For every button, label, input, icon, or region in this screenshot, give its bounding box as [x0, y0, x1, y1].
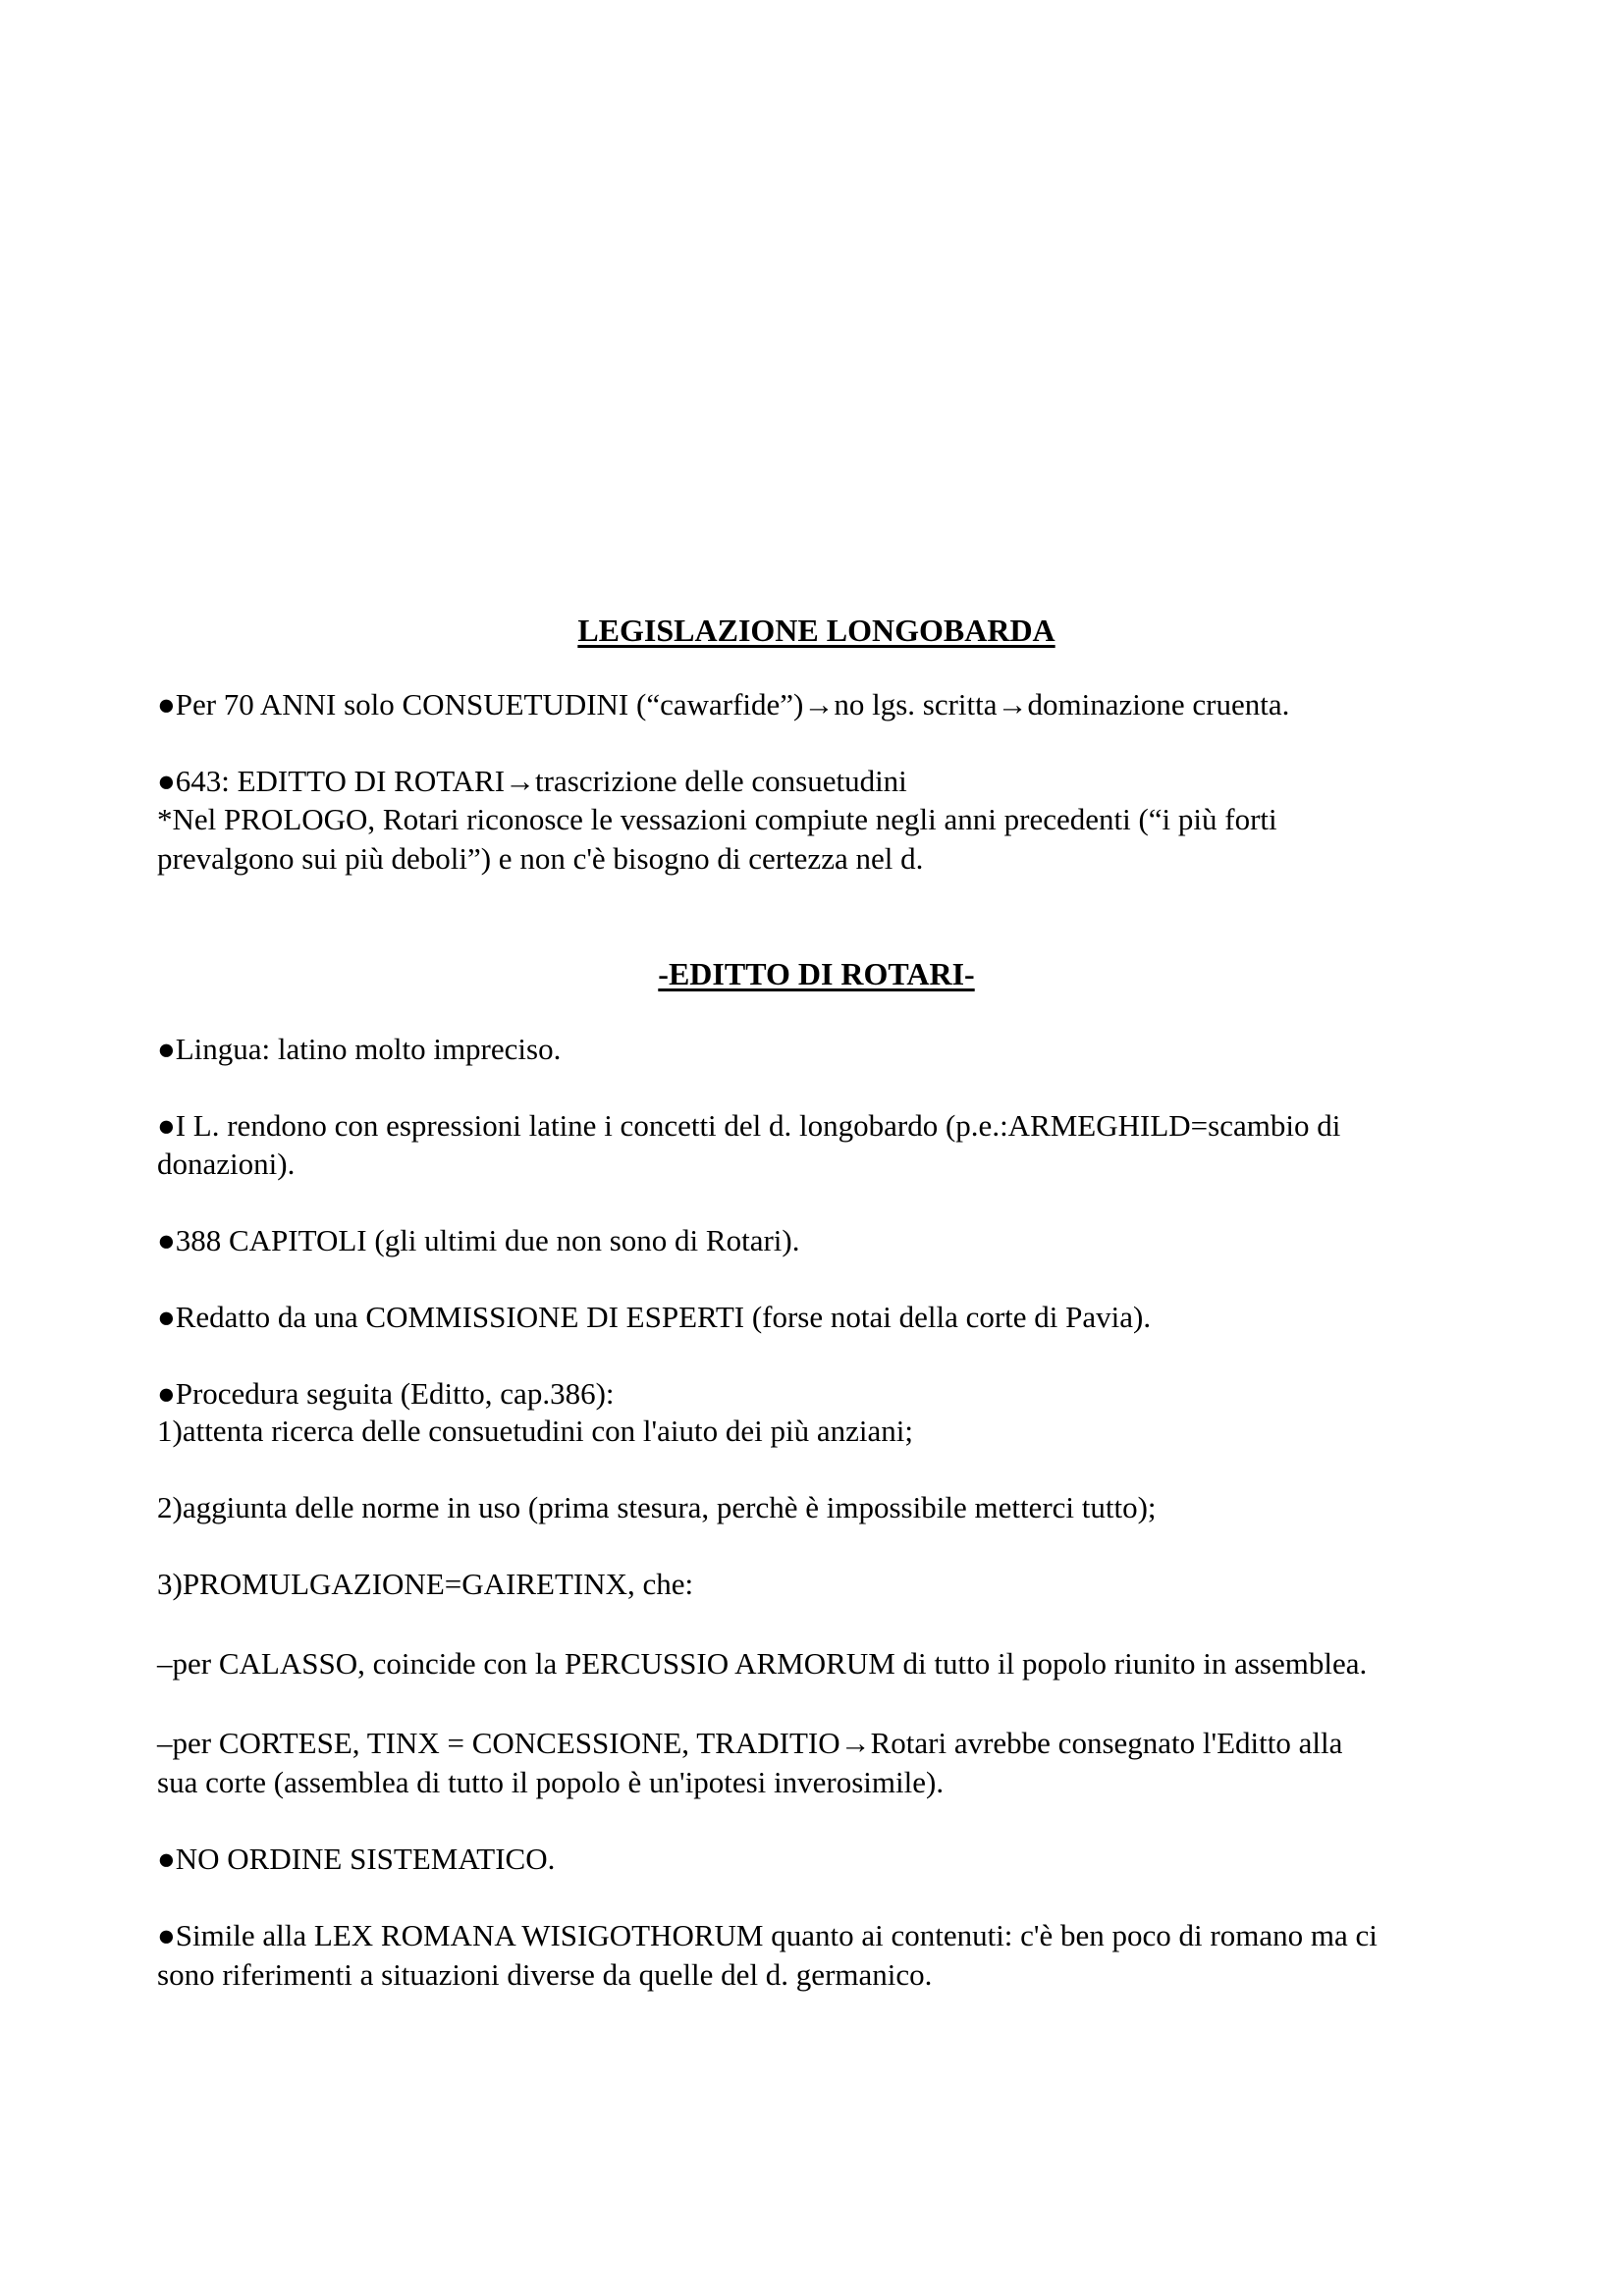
body-line-ordine: ●NO ORDINE SISTEMATICO. [157, 1842, 556, 1876]
intro-line-editto: ●643: EDITTO DI ROTARI→trascrizione delle consuetudini [157, 764, 907, 798]
intro-line-prologo: *Nel PROLOGO, Rotari riconosce le vessazioni compiute negli anni precedenti (“i più forti [157, 802, 1277, 836]
body-line-calasso: –per CALASSO, coincide con la PERCUSSIO ARMORUM di tutto il popolo riunito in assemblea. [157, 1646, 1368, 1681]
body-line-concetti: ●I L. rendono con espressioni latine i concetti del d. longobardo (p.e.:ARMEGHILD=scambio di [157, 1108, 1341, 1143]
body-line-lex-romana-cont: sono riferimenti a situazioni diverse da quelle del d. germanico. [157, 1957, 933, 1992]
intro-line-prologo-cont: prevalgono sui più deboli”) e non c'è bisogno di certezza nel d. [157, 841, 924, 876]
intro-line-consuetudini: ●Per 70 ANNI solo CONSUETUDINI (“cawarfide”)→no lgs. scritta→dominazione cruenta. [157, 687, 1290, 721]
body-line-step-1: 1)attenta ricerca delle consuetudini con l'aiuto dei più anziani; [157, 1414, 913, 1448]
body-line-capitoli: ●388 CAPITOLI (gli ultimi due non sono di Rotari). [157, 1223, 800, 1257]
body-line-lex-romana: ●Simile alla LEX ROMANA WISIGOTHORUM quanto ai contenuti: c'è ben poco di romano ma ci [157, 1918, 1378, 1952]
body-line-step-2: 2)aggiunta delle norme in uso (prima stesura, perchè è impossibile metterci tutto); [157, 1490, 1157, 1524]
body-line-step-3: 3)PROMULGAZIONE=GAIRETINX, che: [157, 1567, 694, 1601]
body-line-commissione: ●Redatto da una COMMISSIONE DI ESPERTI (forse notai della corte di Pavia). [157, 1300, 1152, 1334]
body-line-cortese: –per CORTESE, TINX = CONCESSIONE, TRADITIO→Rotari avrebbe consegnato l'Editto alla [157, 1726, 1343, 1760]
body-line-cortese-cont: sua corte (assemblea di tutto il popolo è un'ipotesi inverosimile). [157, 1765, 945, 1799]
body-line-procedura: ●Procedura seguita (Editto, cap.386): [157, 1376, 615, 1411]
section-title: -EDITTO DI ROTARI- [658, 956, 975, 991]
document-title: LEGISLAZIONE LONGOBARDA [577, 613, 1055, 648]
body-line-lingua: ●Lingua: latino molto impreciso. [157, 1032, 562, 1066]
body-line-concetti-cont: donazioni). [157, 1147, 296, 1181]
